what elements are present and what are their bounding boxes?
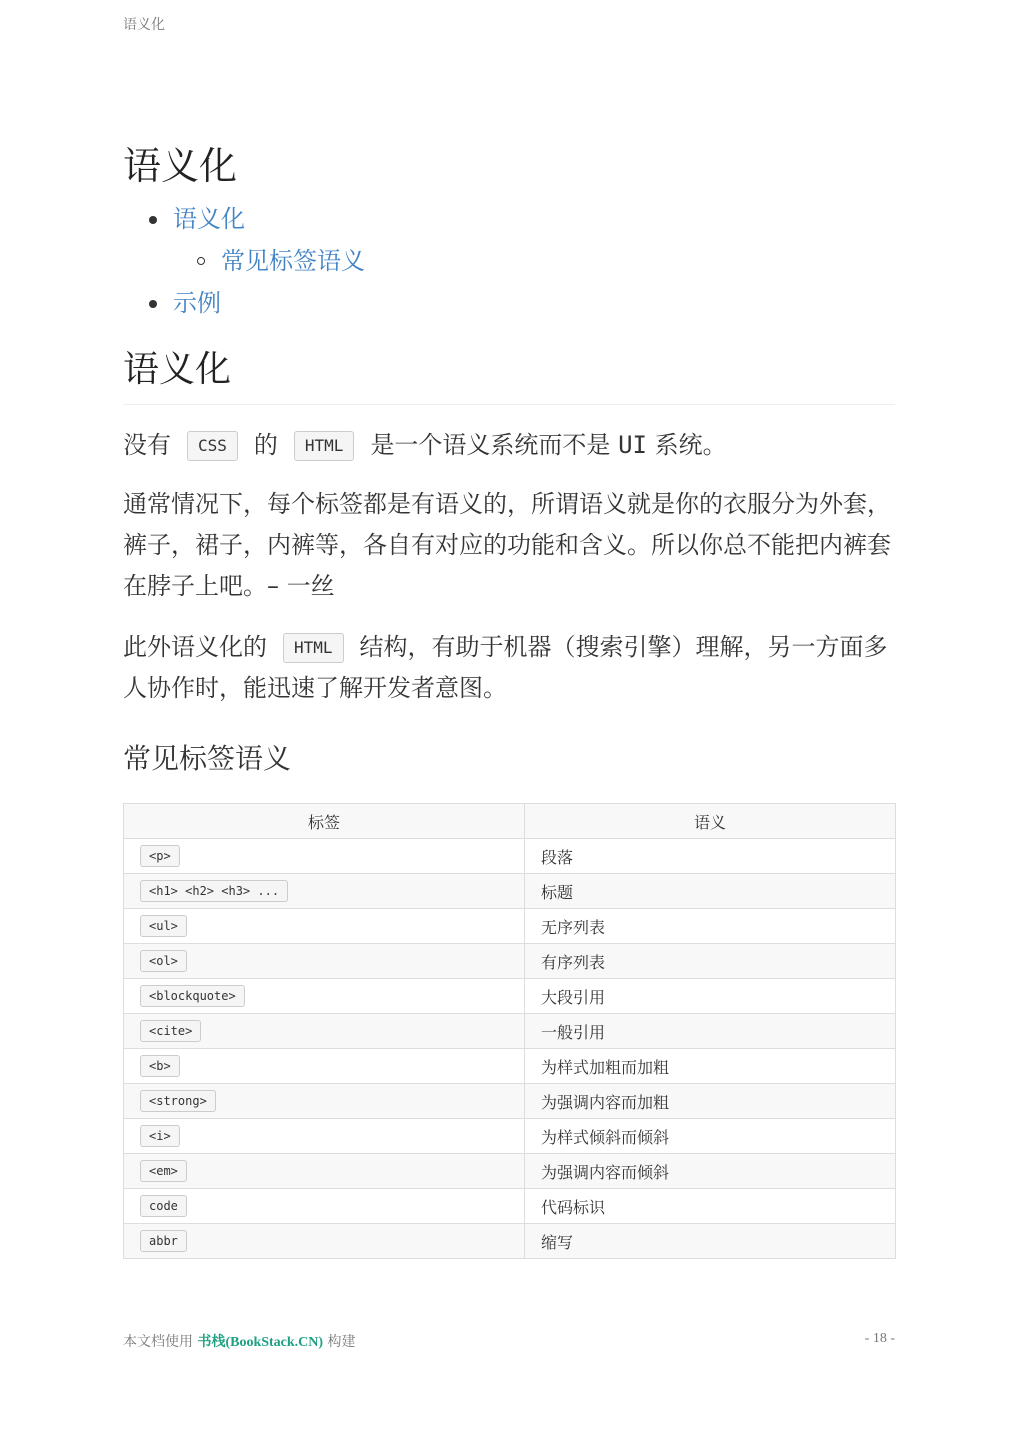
tag-code: code [140,1195,187,1217]
meaning-cell: 有序列表 [525,944,896,979]
meaning-cell: 段落 [525,839,896,874]
intro-prefix: 没有 [123,431,171,459]
page-number: - 18 - [864,1331,895,1346]
tag-code: <ol> [140,950,187,972]
tag-code: <h1> <h2> <h3> ... [140,880,288,902]
tag-code: <cite> [140,1020,201,1042]
tag-cell [124,1014,525,1049]
tag-cell [124,1154,525,1189]
tag-code: <em> [140,1160,187,1182]
inline-code-css: CSS [187,431,238,461]
subsection-title: 常见标签语义 [123,742,292,775]
intro-end: 系统。 [654,431,727,459]
tag-cell [124,839,525,874]
table-row [124,1049,896,1084]
tag-code: <p> [140,845,180,867]
tag-cell [124,874,525,909]
structure-paragraph [123,627,895,709]
meaning-cell: 大段引用 [525,979,896,1014]
tag-code: <b> [140,1055,180,1077]
footer-prefix: 本文档使用 [123,1334,193,1350]
inline-code-html: HTML [294,431,355,461]
table-row [124,839,896,874]
inline-code-html-structure: HTML [283,633,344,663]
toc-item [173,198,895,240]
tag-code: <strong> [140,1090,216,1112]
tag-cell [124,944,525,979]
tag-cell [124,1049,525,1084]
intro-paragraph [123,425,895,466]
table-row [124,1119,896,1154]
table-row [124,944,896,979]
meaning-cell: 为样式加粗而加粗 [525,1049,896,1084]
page-title: 语义化 [123,144,238,188]
toc-subitem [173,240,895,282]
toc-link-semantics[interactable]: 语义化 [173,205,245,233]
meaning-cell: 为强调内容而倾斜 [525,1154,896,1189]
table-row [124,979,896,1014]
tag-cell [124,979,525,1014]
semantic-tags-table [123,803,896,1259]
table-of-contents [123,198,895,324]
document-content [123,140,895,1259]
table-row [124,1224,896,1259]
clothing-analogy-paragraph: 通常情况下，每个标签都是有语义的，所谓语义就是你的衣服分为外套， 裤子，裙子，内裤等，各自有对应的功能和含义。所以你总不能把内裤套在脖子上吧。– 一丝 [123,490,891,600]
column-header-tag: 标签 [124,804,525,839]
bookstack-link[interactable]: 书栈(BookStack.CN) [197,1335,324,1350]
meaning-cell: 为强调内容而加粗 [525,1084,896,1119]
table-row [124,909,896,944]
tag-cell [124,1224,525,1259]
toc-link-common-tags[interactable]: 常见标签语义 [221,247,365,275]
meaning-cell: 无序列表 [525,909,896,944]
tag-cell [124,1119,525,1154]
toc-link-examples[interactable]: 示例 [173,289,221,317]
running-header: 语义化 [123,17,165,33]
para3-prefix: 此外语义化的 [123,633,267,661]
para3-suffix: 结构，有助于机器（搜索引擎）理解，另一方面多人协作时，能迅速了解开发者意图。 [123,633,888,702]
tag-code: <i> [140,1125,180,1147]
table-row [124,1189,896,1224]
footer-suffix: 构建 [327,1334,356,1350]
section-title: 语义化 [123,342,895,405]
meaning-cell: 代码标识 [525,1189,896,1224]
table-header-row [124,804,896,839]
intro-ui-text: UI [618,431,647,459]
table-row [124,1014,896,1049]
tag-cell [124,1084,525,1119]
tag-code: <blockquote> [140,985,245,1007]
tag-code: abbr [140,1230,187,1252]
tag-code: <ul> [140,915,187,937]
intro-suffix: 是一个语义系统而不是 [370,431,611,459]
table-row [124,874,896,909]
intro-middle: 的 [253,431,278,459]
table-row [124,1084,896,1119]
meaning-cell: 一般引用 [525,1014,896,1049]
meaning-cell: 缩写 [525,1224,896,1259]
tag-cell [124,909,525,944]
meaning-cell: 标题 [525,874,896,909]
toc-item [173,282,895,324]
page-footer [123,1331,895,1351]
meaning-cell: 为样式倾斜而倾斜 [525,1119,896,1154]
tag-cell [124,1189,525,1224]
table-row [124,1154,896,1189]
column-header-meaning: 语义 [525,804,896,839]
